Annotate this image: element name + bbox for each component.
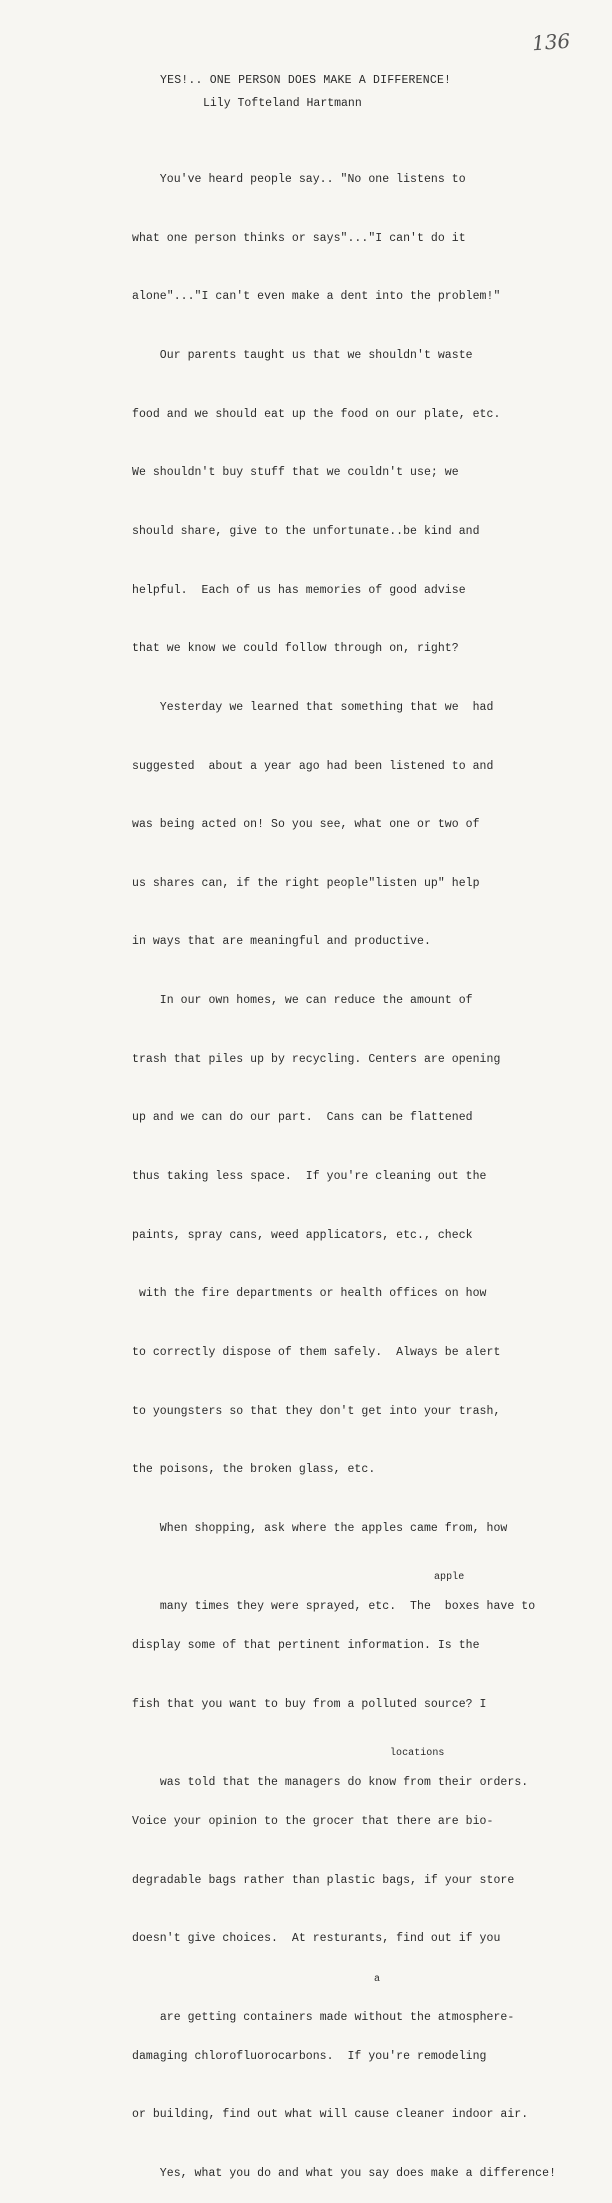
- inserted-letter-a: a: [374, 1973, 381, 1985]
- body-line-text: was told that the managers do know from their orders.: [159, 1775, 529, 1789]
- body-line: We shouldn't buy stuff that we couldn't use; we: [132, 466, 459, 480]
- body-line-text: are getting containers made without the atmosphere-: [159, 2010, 515, 2024]
- body-line: You've heard people say.. "No one listens to: [132, 173, 466, 187]
- body-line: was being acted on! So you see, what one or two of: [132, 818, 480, 832]
- inserted-word-apple: apple: [434, 1572, 465, 1584]
- body-line: In our own homes, we can reduce the amount of: [132, 994, 473, 1008]
- page-number: 136: [531, 28, 571, 56]
- body-line: us shares can, if the right people"listen up" help: [132, 876, 480, 890]
- body-line: that we know we could follow through on, right?: [132, 642, 459, 656]
- document-title: YES!.. ONE PERSON DOES MAKE A DIFFERENCE!: [160, 74, 452, 87]
- body-line: Voice your opinion to the grocer that there are bio-: [132, 1815, 494, 1829]
- body-line: degradable bags rather than plastic bags, if your store: [132, 1873, 515, 1887]
- body-line: Yes, what you do and what you say does make a difference!: [132, 2166, 557, 2180]
- body-line: food and we should eat up the food on our plate, etc.: [132, 407, 501, 421]
- body-line: doesn't give choices. At resturants, find out if you: [132, 1932, 501, 1946]
- body-line: trash that piles up by recycling. Centers are opening: [132, 1052, 501, 1066]
- document-body: [132, 131, 556, 2203]
- body-line: up and we can do our part. Cans can be flattened: [132, 1111, 473, 1125]
- body-line: or building, find out what will cause cleaner indoor air.: [132, 2108, 529, 2122]
- inserted-word-locations: locations: [390, 1748, 445, 1760]
- body-line: suggested about a year ago had been listened to and: [132, 759, 494, 773]
- body-line: in ways that are meaningful and productive.: [132, 935, 431, 949]
- body-line: fish that you want to buy from a polluted source? I: [132, 1697, 487, 1711]
- body-line-with-insert: [132, 1973, 556, 2024]
- body-line: alone"..."I can't even make a dent into the problem!": [132, 290, 501, 304]
- body-line: paints, spray cans, weed applicators, etc., check: [132, 1228, 473, 1242]
- body-line-text: many times they were sprayed, etc. The boxes have to: [159, 1600, 536, 1614]
- body-line: Our parents taught us that we shouldn't waste: [132, 349, 473, 363]
- body-line-with-insert: [132, 1572, 556, 1614]
- document-author: Lily Tofteland Hartmann: [203, 97, 362, 110]
- body-line: display some of that pertinent information. Is the: [132, 1639, 480, 1653]
- body-line: to youngsters so that they don't get into your trash,: [132, 1404, 501, 1418]
- body-line: what one person thinks or says"..."I can't do it: [132, 231, 466, 245]
- body-line: to correctly dispose of them safely. Always be alert: [132, 1345, 501, 1359]
- body-line-with-insert: [132, 1748, 556, 1789]
- body-line: Yesterday we learned that something that we had: [132, 700, 494, 714]
- body-line: helpful. Each of us has memories of good advise: [132, 583, 466, 597]
- body-line: thus taking less space. If you're cleaning out the: [132, 1169, 487, 1183]
- body-line: damaging chlorofluorocarbons. If you're remodeling: [132, 2049, 487, 2063]
- body-line: When shopping, ask where the apples came from, how: [132, 1521, 508, 1535]
- body-line: should share, give to the unfortunate..be kind and: [132, 524, 480, 538]
- body-line: the poisons, the broken glass, etc.: [132, 1463, 376, 1477]
- body-line: with the fire departments or health offices on how: [132, 1287, 487, 1301]
